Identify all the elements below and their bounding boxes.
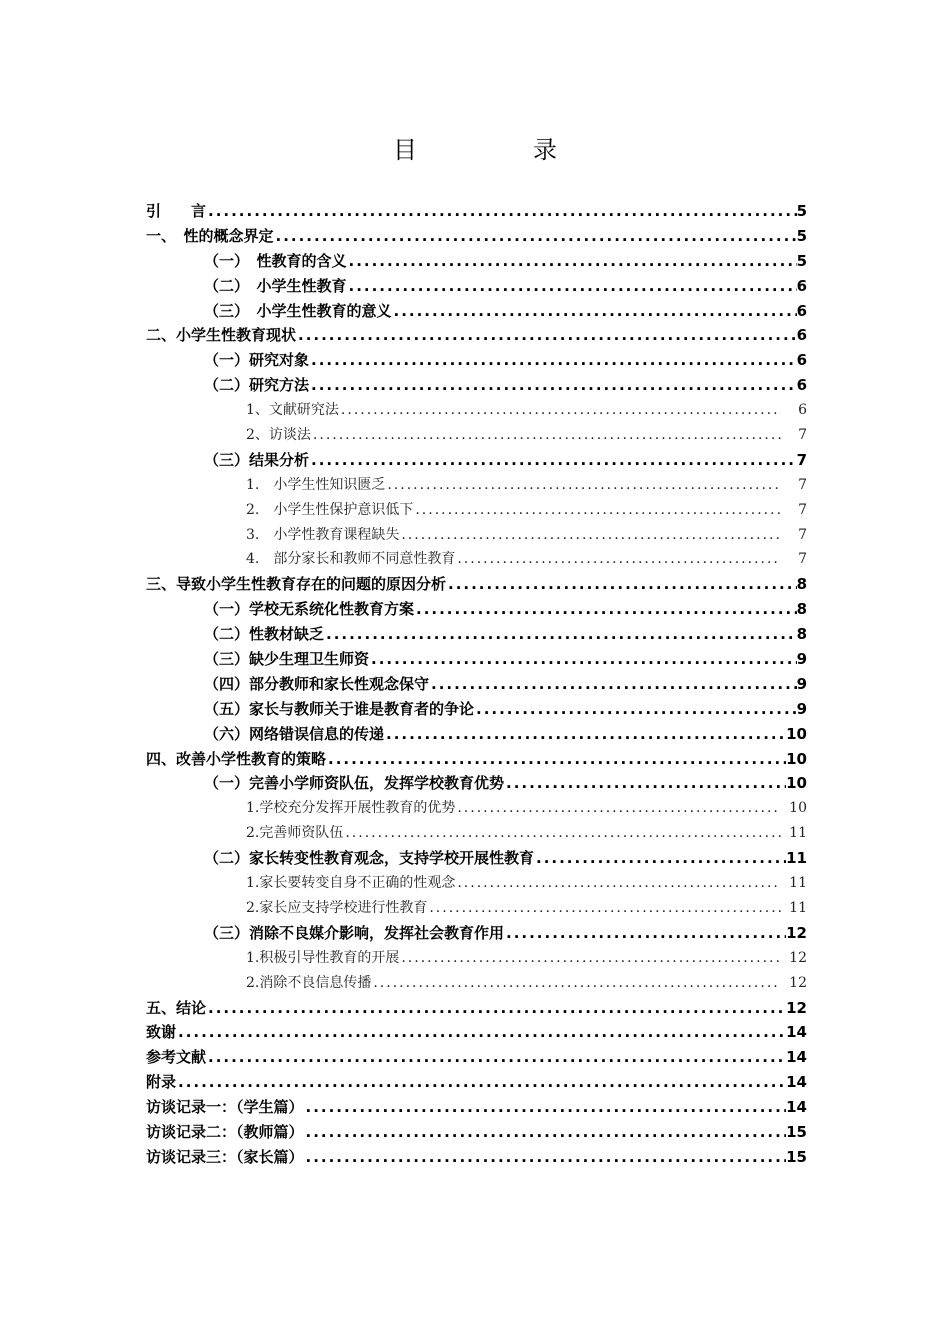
toc-page-number: 11	[789, 899, 807, 916]
toc-entry-title: 访谈记录二：（教师篇）	[146, 1122, 304, 1141]
toc-page-number: 9	[796, 699, 807, 718]
toc-entry[interactable]	[146, 224, 807, 249]
toc-entry-title: 1.学校充分发挥开展性教育的优势	[246, 800, 456, 817]
toc-entry-title: （二）家长转变性教育观念，支持学校开展性教育	[204, 849, 535, 868]
toc-dot-leader	[413, 498, 781, 523]
toc-entry[interactable]	[146, 946, 807, 971]
toc-page-number: 11	[786, 849, 807, 868]
toc-page-number: 6	[796, 301, 807, 320]
toc-page-number: 10	[789, 800, 807, 817]
toc-dot-leader	[304, 1145, 787, 1170]
toc-entry-title: 1.积极引导性教育的开展	[246, 949, 400, 966]
toc-entry-title: 4. 部分家长和教师不同意性教育	[246, 551, 456, 568]
toc-entry[interactable]	[146, 796, 807, 821]
toc-entry-title: 引 言	[146, 202, 207, 220]
toc-dot-leader	[455, 796, 781, 821]
toc-entry-title: 致谢	[146, 1023, 177, 1042]
toc-entry-title: 2.完善师资队伍	[246, 825, 344, 842]
toc-entry-title: （六）网络错误信息的传递	[204, 724, 385, 743]
toc-page-number: 7	[796, 450, 807, 469]
toc-dot-leader	[343, 821, 781, 846]
toc-page-number: 9	[796, 650, 807, 669]
toc-title: 目 录	[393, 136, 603, 164]
toc-entry[interactable]	[146, 672, 807, 697]
toc-entry-title: （一）研究对象	[204, 351, 310, 370]
toc-entry-title: （五）家长与教师关于谁是教育者的争论	[204, 699, 475, 718]
toc-entry-title: 2、访谈法	[246, 427, 311, 444]
toc-entry-title: （一）学校无系统化性教育方案	[204, 600, 415, 619]
toc-entry[interactable]	[146, 846, 807, 871]
toc-entry-title: 2. 小学生性保护意识低下	[246, 501, 414, 518]
toc-page-number: 10	[786, 774, 807, 793]
toc-entry[interactable]	[146, 572, 807, 597]
toc-entry[interactable]	[146, 523, 807, 548]
toc-page-number: 14	[786, 1023, 807, 1042]
toc-entry[interactable]	[146, 697, 807, 722]
toc-page-number: 11	[789, 875, 807, 892]
toc-entry[interactable]	[146, 373, 807, 398]
toc-dot-leader	[455, 871, 781, 896]
toc-page-number: 5	[796, 202, 807, 220]
toc-dot-leader	[414, 597, 797, 622]
toc-entry[interactable]	[146, 1045, 807, 1070]
toc-entry-title: （三）缺少生理卫生师资	[204, 650, 370, 669]
toc-entry[interactable]	[146, 622, 807, 647]
toc-entry[interactable]	[146, 274, 807, 299]
toc-dot-leader	[309, 448, 797, 473]
toc-entry[interactable]	[146, 323, 807, 348]
toc-entry-title: 1. 小学生性知识匮乏	[246, 476, 386, 493]
toc-entry[interactable]	[146, 871, 807, 896]
toc-entry[interactable]	[146, 597, 807, 622]
toc-entry-title: 1.家长要转变自身不正确的性观念	[246, 875, 456, 892]
toc-dot-leader	[534, 846, 786, 871]
toc-entry-title: 二、小学生性教育现状	[146, 326, 297, 345]
toc-entry-title: 2.消除不良信息传播	[246, 974, 372, 991]
toc-entry-title: （三）消除不良媒介影响，发挥社会教育作用	[204, 923, 505, 942]
toc-entry[interactable]	[146, 498, 807, 523]
toc-entry[interactable]	[146, 821, 807, 846]
toc-dot-leader	[392, 299, 797, 324]
toc-entry-title: （二） 小学生性教育	[204, 276, 347, 295]
toc-page-number: 11	[789, 825, 807, 842]
toc-dot-leader	[339, 398, 781, 423]
toc-entry-title: 3. 小学性教育课程缺失	[246, 526, 400, 543]
toc-page-number: 9	[796, 674, 807, 693]
toc-dot-leader	[504, 921, 786, 946]
toc-dot-leader	[206, 1045, 786, 1070]
toc-dot-leader	[176, 1070, 786, 1095]
toc-page-number: 5	[796, 251, 807, 270]
toc-entry[interactable]	[146, 1020, 807, 1045]
toc-dot-leader	[384, 722, 786, 747]
toc-entry[interactable]	[146, 896, 807, 921]
toc-entry[interactable]	[146, 1070, 807, 1095]
toc-dot-leader	[371, 971, 781, 996]
toc-page-number: 6	[796, 326, 807, 345]
toc-entry[interactable]	[146, 448, 807, 473]
toc-dot-leader	[399, 946, 781, 971]
toc-dot-leader	[504, 771, 786, 796]
toc-entry[interactable]	[146, 996, 807, 1021]
toc-page-number: 15	[786, 1147, 807, 1166]
toc-entry[interactable]	[146, 1095, 807, 1120]
toc-page-number: 6	[796, 351, 807, 370]
toc-dot-leader	[399, 523, 781, 548]
toc-page-number: 15	[786, 1122, 807, 1141]
toc-dot-leader	[385, 473, 781, 498]
toc-page-number: 12	[786, 923, 807, 942]
toc-dot-leader	[304, 1120, 787, 1145]
toc-entry-title: 2.家长应支持学校进行性教育	[246, 899, 428, 916]
toc-entry-title: （二）研究方法	[204, 376, 310, 395]
toc-entry[interactable]	[146, 971, 807, 996]
toc-entry[interactable]	[146, 1120, 807, 1145]
toc-dot-leader	[455, 547, 781, 572]
toc-page-number: 6	[796, 276, 807, 295]
toc-dot-leader	[324, 622, 797, 647]
table-of-contents	[146, 199, 807, 1170]
toc-entry[interactable]	[146, 547, 807, 572]
toc-entry[interactable]	[146, 473, 807, 498]
toc-page-number: 12	[789, 949, 807, 966]
toc-page-number: 7	[798, 476, 807, 493]
toc-page-number: 7	[798, 501, 807, 518]
toc-page-number: 14	[786, 1098, 807, 1117]
toc-entry-title: 参考文献	[146, 1048, 207, 1067]
toc-dot-leader	[347, 249, 797, 274]
toc-entry-title: （三）结果分析	[204, 450, 310, 469]
toc-dot-leader	[429, 672, 797, 697]
toc-entry-title: 四、改善小学性教育的策略	[146, 749, 327, 768]
toc-entry-title: 一、 性的概念界定	[146, 226, 274, 245]
toc-entry[interactable]	[146, 921, 807, 946]
toc-entry[interactable]	[146, 348, 807, 373]
toc-page-number: 8	[796, 625, 807, 644]
toc-page-number: 5	[796, 226, 807, 245]
toc-page-number: 8	[796, 600, 807, 619]
toc-page-number: 7	[798, 551, 807, 568]
toc-dot-leader	[304, 1095, 787, 1120]
toc-dot-leader	[296, 323, 797, 348]
toc-page-number: 10	[786, 724, 807, 743]
toc-entry-title: 访谈记录一：（学生篇）	[146, 1098, 304, 1117]
toc-dot-leader	[311, 423, 781, 448]
toc-page-number: 6	[796, 376, 807, 395]
toc-entry-title: （四）部分教师和家长性观念保守	[204, 674, 430, 693]
toc-page-number: 12	[789, 974, 807, 991]
toc-dot-leader	[309, 348, 797, 373]
toc-dot-leader	[427, 896, 781, 921]
toc-dot-leader	[206, 996, 786, 1021]
toc-entry-title: 五、结论	[146, 998, 207, 1017]
toc-entry-title: （三） 小学生性教育的意义	[204, 301, 392, 320]
toc-entry[interactable]	[146, 249, 807, 274]
toc-entry-title: 三、导致小学生性教育存在的问题的原因分析	[146, 575, 447, 594]
toc-entry[interactable]	[146, 747, 807, 772]
toc-dot-leader	[206, 199, 797, 224]
toc-entry[interactable]	[146, 199, 807, 224]
toc-page-number: 14	[786, 1073, 807, 1092]
toc-dot-leader	[274, 224, 797, 249]
toc-page-number: 8	[796, 575, 807, 594]
toc-entry-title: 访谈记录三：（家长篇）	[146, 1147, 304, 1166]
toc-entry[interactable]	[146, 722, 807, 747]
toc-entry-title: （二）性教材缺乏	[204, 625, 325, 644]
toc-dot-leader	[369, 647, 797, 672]
toc-entry-title: 附录	[146, 1073, 177, 1092]
toc-page-number: 7	[798, 427, 807, 444]
toc-entry[interactable]	[146, 647, 807, 672]
toc-entry[interactable]	[146, 771, 807, 796]
toc-page-number: 6	[798, 402, 807, 419]
toc-dot-leader	[474, 697, 797, 722]
toc-entry[interactable]	[146, 299, 807, 324]
toc-page-number: 14	[786, 1048, 807, 1067]
toc-entry[interactable]	[146, 1145, 807, 1170]
toc-dot-leader	[446, 572, 797, 597]
toc-entry-title: 1、文献研究法	[246, 402, 339, 419]
toc-page-number: 10	[786, 749, 807, 768]
toc-page-number: 12	[786, 998, 807, 1017]
toc-entry[interactable]	[146, 423, 807, 448]
toc-page-number: 7	[798, 526, 807, 543]
toc-entry[interactable]	[146, 398, 807, 423]
toc-dot-leader	[176, 1020, 786, 1045]
toc-entry-title: （一） 性教育的含义	[204, 251, 347, 270]
toc-dot-leader	[347, 274, 797, 299]
toc-dot-leader	[309, 373, 797, 398]
toc-entry-title: （一）完善小学师资队伍，发挥学校教育优势	[204, 774, 505, 793]
toc-dot-leader	[326, 747, 786, 772]
